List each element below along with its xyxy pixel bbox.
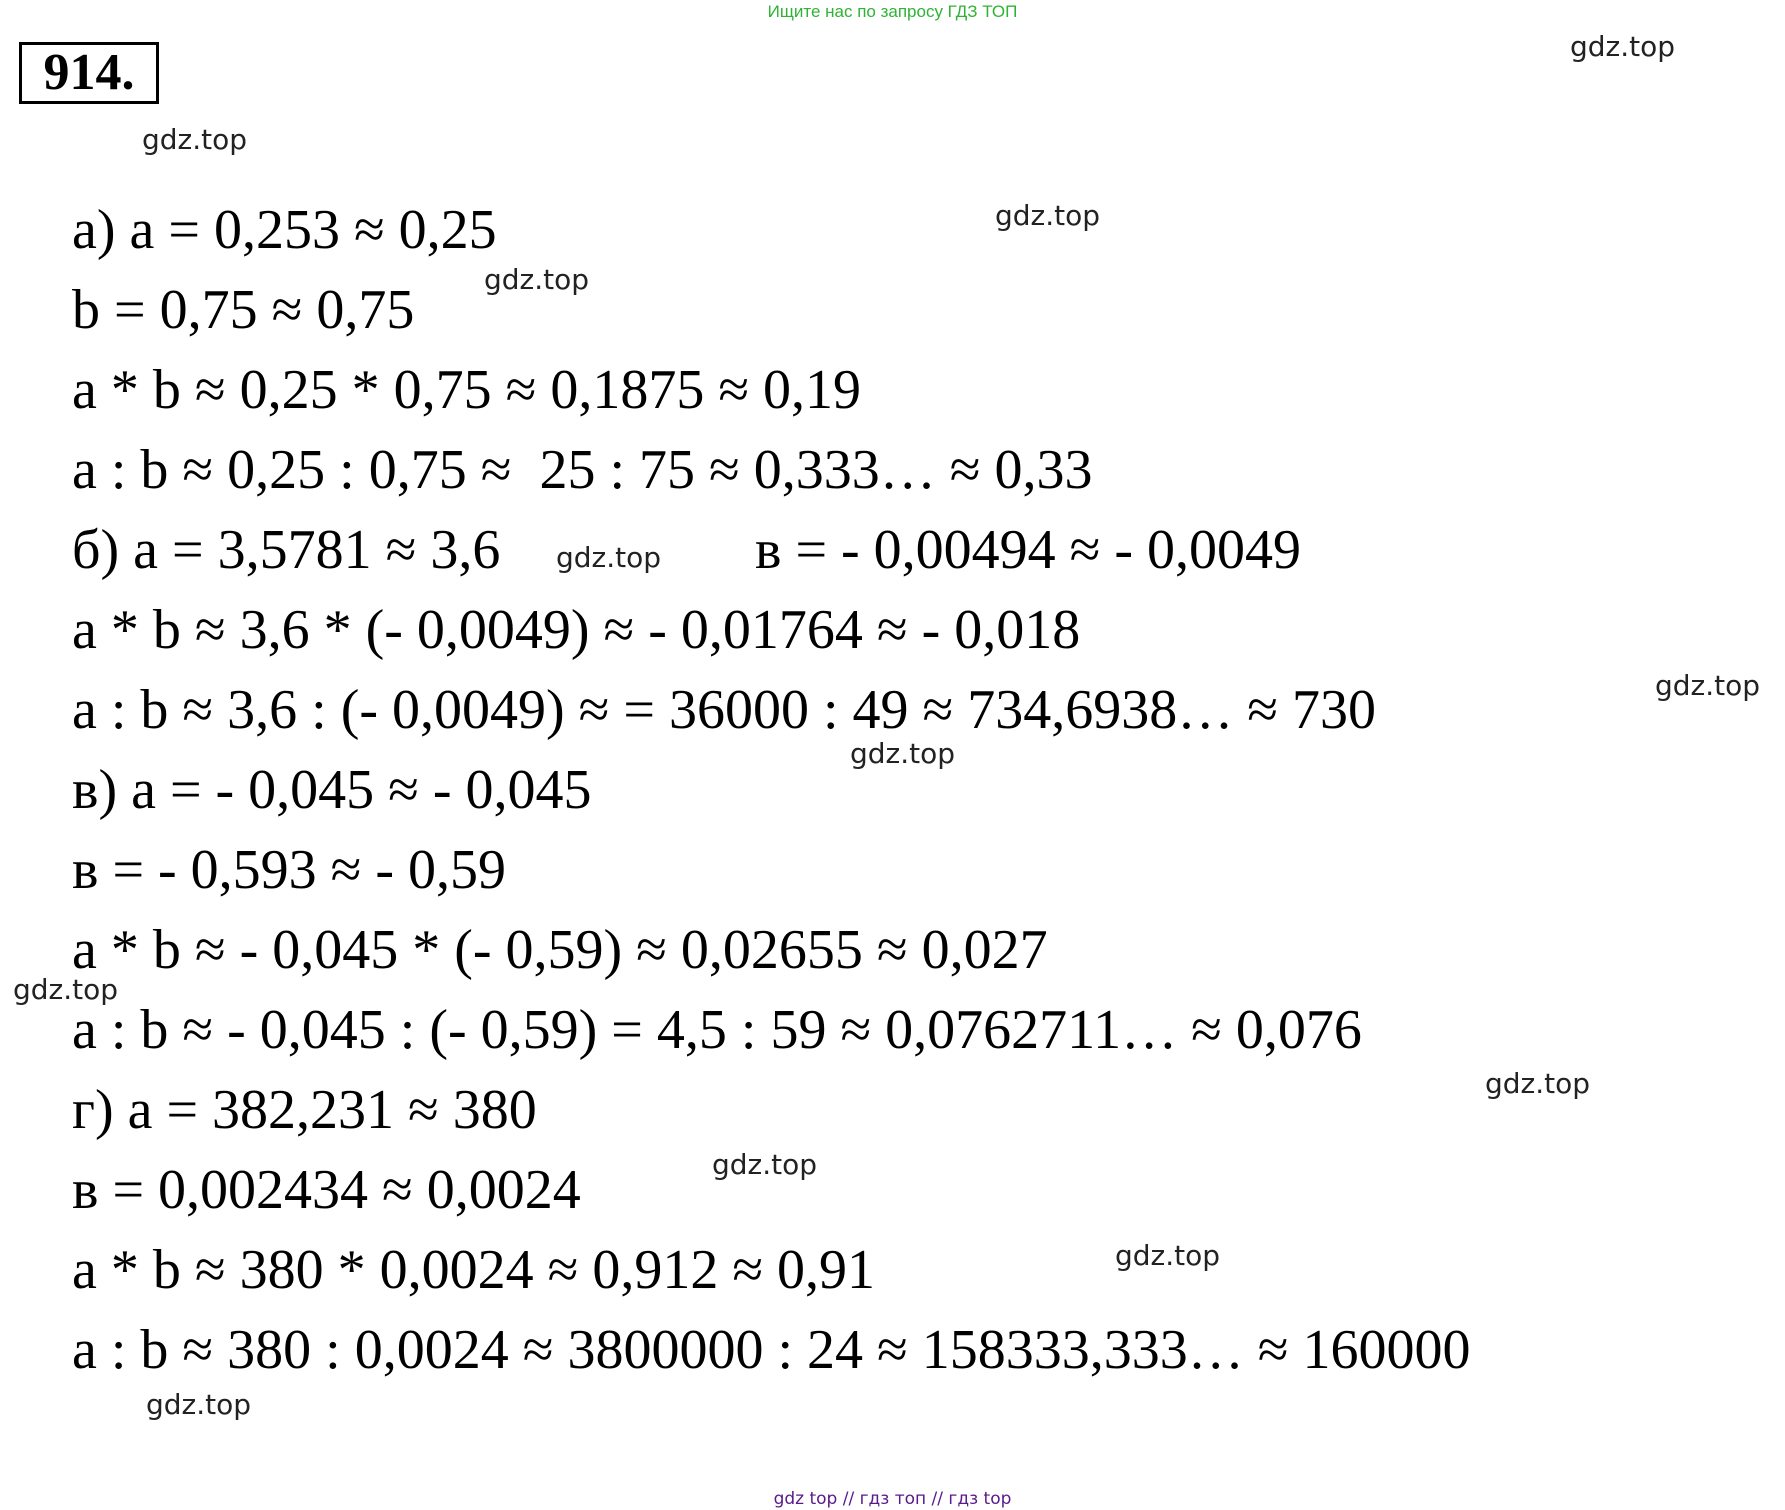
solution-line-b: в = - 0,00494 ≈ - 0,0049 xyxy=(755,519,1302,581)
solution-line: b = 0,75 ≈ 0,75 xyxy=(72,279,415,341)
watermark: gdz.top xyxy=(484,263,590,296)
watermark: gdz.top xyxy=(712,1148,818,1181)
watermark: gdz.top xyxy=(1655,669,1761,702)
solution-line: a : b ≈ - 0,045 : (- 0,59) = 4,5 : 59 ≈ 0,0762711… ≈ 0,076 xyxy=(72,999,1362,1061)
solution-line: a * b ≈ 0,25 * 0,75 ≈ 0,1875 ≈ 0,19 xyxy=(72,359,862,421)
solution-line: б) a = 3,5781 ≈ 3,6 xyxy=(72,519,501,581)
watermark: gdz.top xyxy=(142,123,248,156)
solution-line: в = - 0,593 ≈ - 0,59 xyxy=(72,839,507,901)
solution-line: a : b ≈ 0,25 : 0,75 ≈ 25 : 75 ≈ 0,333… ≈ 0,33 xyxy=(72,439,1093,501)
solution-line: a * b ≈ 380 * 0,0024 ≈ 0,912 ≈ 0,91 xyxy=(72,1239,876,1301)
solution-line: a : b ≈ 3,6 : (- 0,0049) ≈ = 36000 : 49 ≈ 734,6938… ≈ 730 xyxy=(72,679,1376,741)
solution-line: в) a = - 0,045 ≈ - 0,045 xyxy=(72,759,592,821)
watermark: gdz.top xyxy=(556,541,662,574)
watermark: gdz.top xyxy=(995,199,1101,232)
solution-line: г) a = 382,231 ≈ 380 xyxy=(72,1079,537,1141)
watermark: gdz.top xyxy=(850,737,956,770)
solution-line: a * b ≈ 3,6 * (- 0,0049) ≈ - 0,01764 ≈ - 0,018 xyxy=(72,599,1081,661)
solution-line: a : b ≈ 380 : 0,0024 ≈ 3800000 : 24 ≈ 158333,333… ≈ 160000 xyxy=(72,1319,1471,1381)
top-banner: Ищите нас по запросу ГДЗ ТОП xyxy=(767,2,1018,21)
problem-number: 914. xyxy=(19,42,159,104)
solution-line: в = 0,002434 ≈ 0,0024 xyxy=(72,1159,581,1221)
watermark: gdz.top xyxy=(146,1388,252,1421)
watermark: gdz.top xyxy=(1115,1239,1221,1272)
watermark: gdz.top xyxy=(1485,1067,1591,1100)
watermark: gdz.top xyxy=(1570,30,1676,63)
solution-line: a * b ≈ - 0,045 * (- 0,59) ≈ 0,02655 ≈ 0,027 xyxy=(72,919,1048,981)
watermark: gdz.top xyxy=(13,973,119,1006)
solution-line: а) a = 0,253 ≈ 0,25 xyxy=(72,199,497,261)
footer: gdz top // гдз топ // гдз top xyxy=(773,1489,1012,1509)
